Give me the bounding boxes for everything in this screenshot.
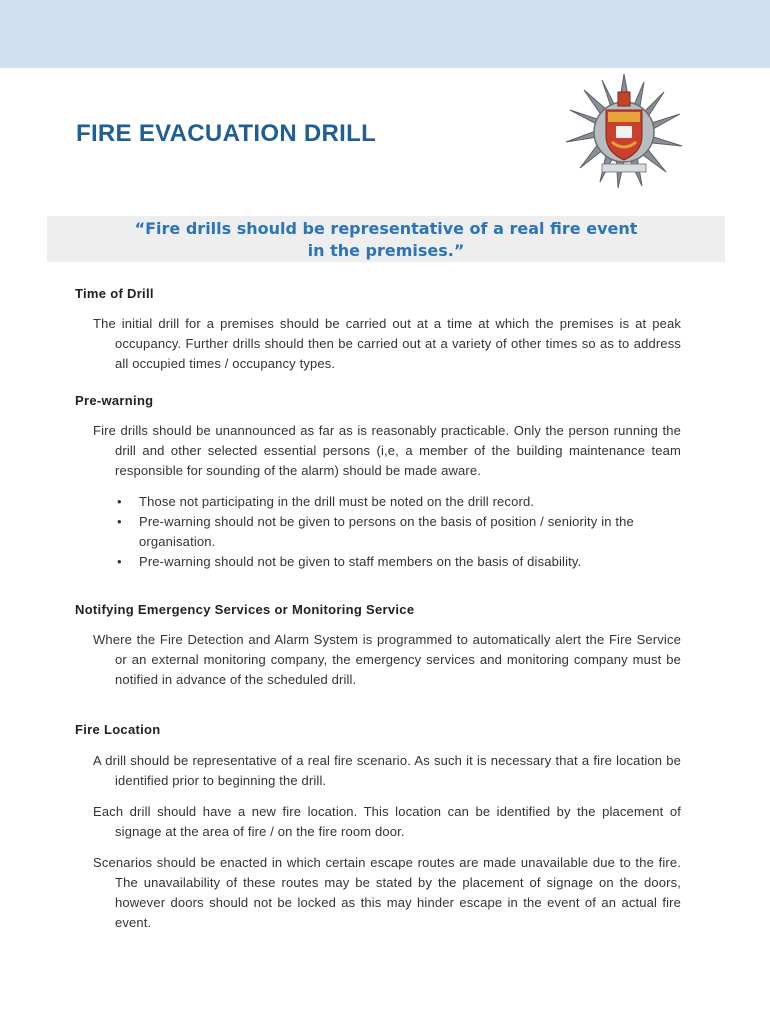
section-time-of-drill — [75, 286, 681, 374]
section-heading: Fire Location — [75, 722, 161, 737]
bullet-text: Those not participating in the drill must be noted on the drill record. — [139, 494, 535, 509]
section-paragraph: Scenarios should be enacted in which certain escape routes are made unavailable due to the fire. The unavailability of these routes may be stated by the placement of signage on the doors, however doors should not be locked as this may hinder escape in the event of an actual fire event. — [93, 855, 681, 930]
bullet-list — [75, 492, 681, 572]
section-paragraph: Each drill should have a new fire location. This location can be identified by the placement of signage at the area of fire / on the fire room door. — [93, 804, 681, 839]
header-band — [0, 0, 770, 68]
section-paragraph: Where the Fire Detection and Alarm System is programmed to automatically alert the Fire Service or an external monitoring company, the emergency services and monitoring company must be notified in advance of the scheduled drill. — [93, 632, 681, 687]
quote-line-2: in the premises.” — [307, 241, 465, 260]
quote-line-1: “Fire drills should be representative of a real fire event — [134, 219, 638, 238]
bullet-icon: • — [117, 514, 122, 529]
section-fire-location — [75, 722, 681, 933]
section-heading: Pre-warning — [75, 393, 154, 408]
section-paragraph: The initial drill for a premises should be carried out at a time at which the premises is at peak occupancy. Further drills should then be carried out at a variety of other times so as to address all occupied times / occupancy types. — [93, 316, 681, 371]
bullet-text: Pre-warning should not be given to persons on the basis of position / seniority in the organisation. — [139, 514, 634, 549]
document-body — [75, 286, 681, 933]
bullet-item — [117, 552, 681, 572]
section-heading: Time of Drill — [75, 286, 154, 301]
section-notifying-emergency-services — [75, 602, 681, 690]
quote-callout — [47, 216, 725, 262]
section-paragraph: Fire drills should be unannounced as far as is reasonably practicable. Only the person running the drill and other selected essential persons (i,e, a member of the building maintenance team responsible for sounding of the alarm) should be made aware. — [93, 423, 681, 478]
section-pre-warning — [75, 393, 681, 572]
section-heading: Notifying Emergency Services or Monitoring Service — [75, 602, 415, 617]
bullet-item — [117, 512, 681, 552]
bullet-item — [117, 492, 681, 512]
bullet-icon: • — [117, 494, 122, 509]
section-paragraph: A drill should be representative of a real fire scenario. As such it is necessary that a fire location be identified prior to beginning the drill. — [93, 753, 681, 788]
fire-service-crest-icon — [556, 72, 692, 196]
page-title: FIRE EVACUATION DRILL — [76, 120, 377, 147]
bullet-icon: • — [117, 554, 122, 569]
bullet-text: Pre-warning should not be given to staff members on the basis of disability. — [139, 554, 582, 569]
